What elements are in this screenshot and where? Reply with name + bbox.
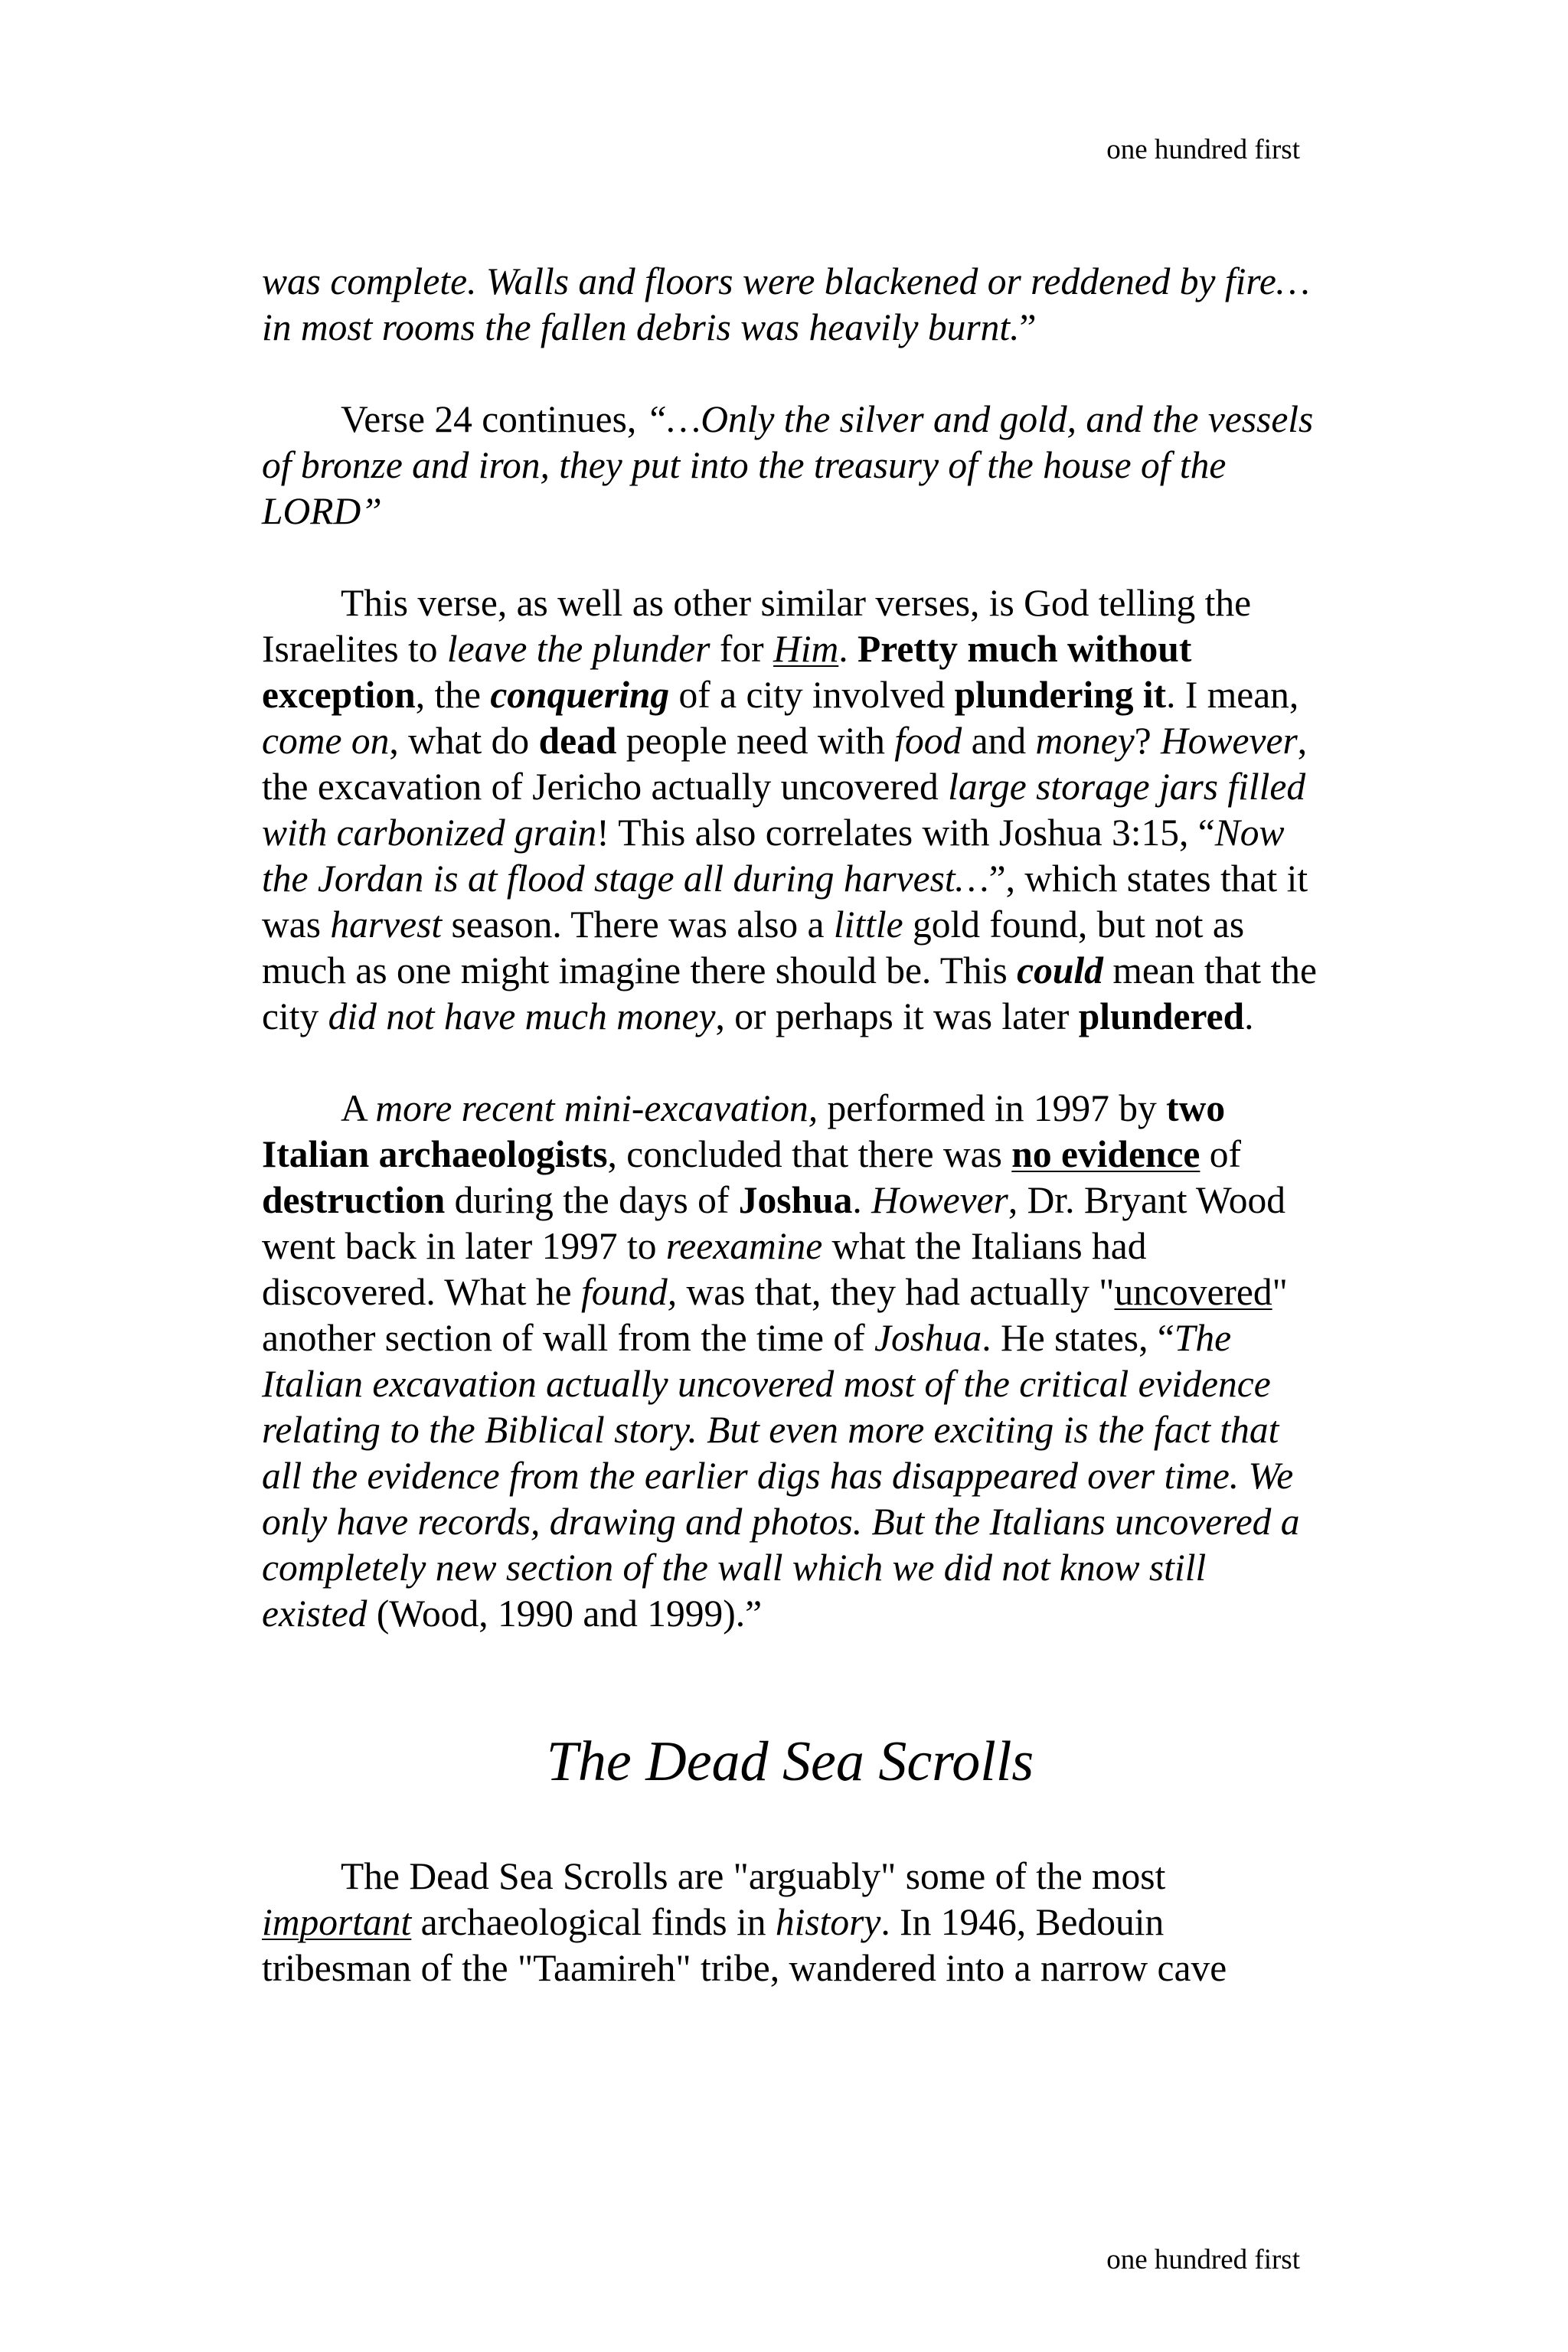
section-title: The Dead Sea Scrolls <box>546 1730 1034 1793</box>
underlined-emphasis: important <box>262 1901 412 1943</box>
paragraph-plunder: This verse, as well as other similar verses, is God telling the Israelites to leave the plunder for Him. Pretty much without exception, the conquering of a city involved plundering it. I mean, come on, what do dead people need with food and money? However, the excavation of Jericho actually uncovered large storage jars filled with carbonized grain! This also correlates with Joshua 3:15, “Now the Jordan is at flood stage all during harvest…”, which states that it was harvest season. There was also a little gold found, but not as much as one might imagine there should be. This could mean that the city did not have much money, or perhaps it was later plundered. <box>262 582 1317 1037</box>
body-text <box>262 259 1318 1991</box>
paragraph-dead-sea-scrolls: The Dead Sea Scrolls are "arguably" some of the most important archaeological finds in history. In 1946, Bedouin tribesman of the "Taamireh" tribe, wandered into a narrow cave <box>262 1855 1227 1989</box>
paragraph-burnt-debris: was complete. Walls and floors were blackened or reddened by fire…in most rooms the fallen debris was heavily burnt.” <box>262 260 1310 348</box>
underlined-emphasis: no evidence <box>1011 1133 1200 1175</box>
paragraph-verse-24: Verse 24 continues, “…Only the silver and gold, and the vessels of bronze and iron, they put into the treasury of the house of the LORD” <box>262 398 1314 532</box>
underlined-emphasis: uncovered <box>1114 1271 1272 1313</box>
running-header: one hundred first <box>1106 134 1300 165</box>
paragraph-italian-excavation: A more recent mini-excavation, performed in 1997 by two Italian archaeologists, concluded that there was no evidence of destruction during the days of Joshua. However, Dr. Bryant Wood went back in later 1997 to reexamine what the Italians had discovered. What he found, was that, they had actually "uncovered" another section of wall from the time of Joshua. He states, “The Italian excavation actually uncovered most of the critical evidence relating to the Biblical story. But even more exciting is the fact that all the evidence from the earlier digs has disappeared over time. We only have records, drawing and photos. But the Italians uncovered a completely new section of the wall which we did not know still existed (Wood, 1990 and 1999).” <box>262 1087 1300 1635</box>
italic-quote: was complete. Walls and floors were blackened or reddened by fire…in most rooms the fallen debris was heavily burnt. <box>262 260 1310 348</box>
italic-quote: “…Only the silver and gold, and the vessels of bronze and iron, they put into the treasury of the house of the LORD” <box>262 398 1314 532</box>
underlined-emphasis: Him <box>773 628 839 670</box>
italic-quote: The Italian excavation actually uncovered most of the critical evidence relating to the Biblical story. But even more exciting is the fact that all the evidence from the earlier digs has disappeared over time. We only have records, drawing and photos. But the Italians uncovered a completely new section of the wall which we did not know still existed <box>262 1317 1300 1635</box>
running-footer: one hundred first <box>1106 2244 1300 2275</box>
